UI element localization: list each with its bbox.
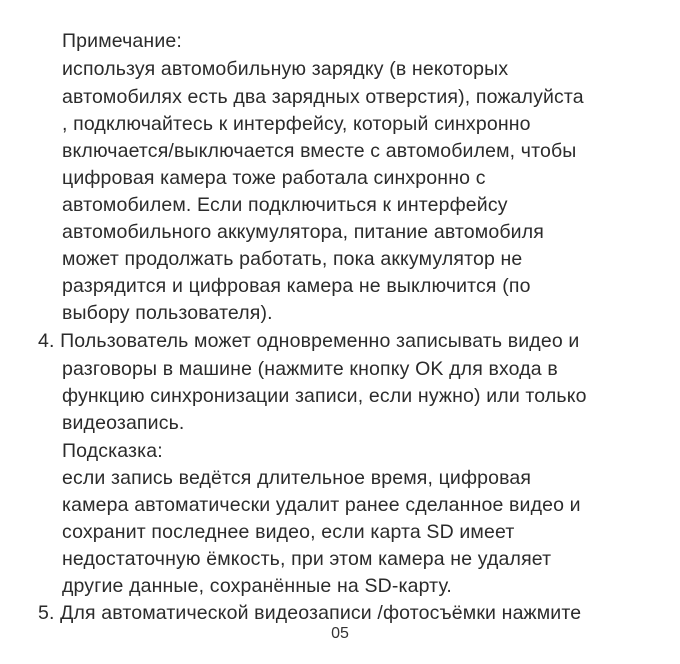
note-line: разрядится и цифровая камера не выключится (по [62, 275, 531, 297]
list-item-4-line: функцию синхронизации записи, если нужно) или только [62, 385, 587, 407]
hint-line: камера автоматически удалит ранее сделанное видео и [62, 494, 581, 516]
note-line: , подключайтесь к интерфейсу, который синхронно [62, 113, 531, 135]
note-line: используя автомобильную зарядку (в некоторых [62, 58, 509, 80]
list-item-4-line: видеозапись. [62, 412, 185, 434]
note-line: автомобильного аккумулятора, питание автомобиля [62, 221, 544, 243]
note-line: цифровая камера тоже работала синхронно с [62, 167, 486, 189]
hint-line: если запись ведётся длительное время, цифровая [62, 467, 532, 489]
hint-line: сохранит последнее видео, если карта SD имеет [62, 521, 515, 543]
note-line: автомобилем. Если подключиться к интерфейсу [62, 194, 508, 216]
note-line: выбору пользователя). [62, 302, 273, 324]
list-item-5: 5. Для автоматической видеозаписи /фотосъёмки нажмите [38, 602, 582, 624]
note-heading: Примечание: [62, 30, 182, 52]
list-item-4-line: разговоры в машине (нажмите кнопку OK для входа в [62, 358, 558, 380]
hint-line: другие данные, сохранённые на SD-карту. [62, 575, 452, 597]
list-item-4: 4. Пользователь может одновременно записывать видео и [38, 330, 580, 352]
hint-heading: Подсказка: [62, 440, 163, 462]
note-line: автомобилях есть два зарядных отверстия), пожалуйста [62, 86, 584, 108]
hint-line: недостаточную ёмкость, при этом камера не удаляет [62, 548, 552, 570]
note-line: включается/выключается вместе с автомобилем, чтобы [62, 140, 577, 162]
page-number: 05 [331, 625, 349, 642]
note-line: может продолжать работать, пока аккумулятор не [62, 248, 523, 270]
